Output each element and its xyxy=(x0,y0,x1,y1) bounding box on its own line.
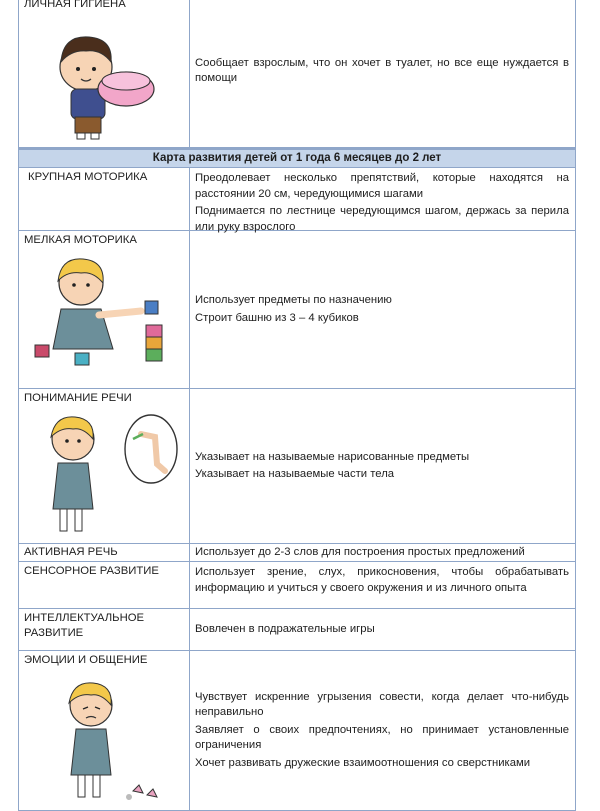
statements-cell xyxy=(190,609,575,650)
section-header: Карта развития детей от 1 года 6 месяцев до 2 лет xyxy=(18,148,576,168)
label-cell xyxy=(19,0,190,147)
row-label: МЕЛКАЯ МОТОРИКА xyxy=(24,234,137,246)
label-cell xyxy=(19,609,190,650)
table-row-intellectual xyxy=(18,609,576,651)
table-row-gross-motor xyxy=(18,168,576,231)
statement: Указывает на называемые части тела xyxy=(195,468,395,480)
table-row-fine-motor xyxy=(18,231,576,389)
statement: Поднимается по лестнице чередующимся шагом, держась за перила или руку взрослого xyxy=(195,205,569,233)
row-label: ЛИЧНАЯ ГИГИЕНА xyxy=(24,0,126,10)
statements-cell xyxy=(190,562,575,608)
label-cell xyxy=(19,168,190,230)
statements-cell xyxy=(190,231,575,388)
statement: Использует до 2-3 слов для построения простых предложений xyxy=(195,545,525,558)
row-label: ПОНИМАНИЕ РЕЧИ xyxy=(24,392,132,404)
statements-cell xyxy=(190,0,575,147)
statements-cell xyxy=(190,651,575,810)
girl-with-blocks-illustration xyxy=(31,251,171,371)
statement: Вовлечен в подражательные игры xyxy=(195,622,375,635)
table-row-active-speech xyxy=(18,544,576,562)
label-cell xyxy=(19,562,190,608)
statement: Использует предметы по назначению xyxy=(195,294,392,306)
statement: Строит башню из 3 – 4 кубиков xyxy=(195,311,359,324)
statement: Хочет развивать дружеские взаимоотношения со сверстниками xyxy=(195,756,531,769)
sad-girl-illustration xyxy=(43,673,173,803)
statements-cell xyxy=(190,544,575,561)
statement: Чувствует искренние угрызения совести, когда делает что-нибудь неправильно xyxy=(195,690,569,719)
statements-cell xyxy=(190,389,575,543)
girl-pointing-illustration xyxy=(33,409,183,539)
row-label: ИНТЕЛЛЕКТУАЛЬНОЕ РАЗВИТИЕ xyxy=(24,612,145,639)
statement: Использует зрение, слух, прикосновения, чтобы обрабатывать информацию и учиться у своего окружения и из личного опыта xyxy=(195,566,569,594)
row-label: КРУПНАЯ МОТОРИКА xyxy=(28,171,148,183)
statements-cell xyxy=(190,168,575,233)
label-cell xyxy=(19,389,190,543)
label-cell xyxy=(19,651,190,810)
label-cell xyxy=(19,544,190,561)
development-table xyxy=(18,0,576,811)
statement: Сообщает взрослым, что он хочет в туалет, но все еще нуждается в помощи xyxy=(195,56,569,84)
table-row-hygiene xyxy=(18,0,576,148)
table-row-sensory xyxy=(18,562,576,609)
table-row-speech-understanding xyxy=(18,389,576,544)
table-row-emotions xyxy=(18,651,576,811)
statement: Заявляет о своих предпочтениях, но принимает установленные ограничения xyxy=(195,723,569,752)
statement: Указывает на называемые нарисованные предметы xyxy=(195,450,470,463)
label-cell xyxy=(19,231,190,388)
statement: Преодолевает несколько препятствий, которые находятся на расстоянии 20 см, чередующимися шагами xyxy=(195,172,569,200)
row-label: ЭМОЦИИ И ОБЩЕНИЕ xyxy=(24,654,148,666)
row-label: СЕНСОРНОЕ РАЗВИТИЕ xyxy=(24,565,159,577)
boy-with-potty-illustration xyxy=(41,17,161,142)
row-label: АКТИВНАЯ РЕЧЬ xyxy=(24,546,118,558)
